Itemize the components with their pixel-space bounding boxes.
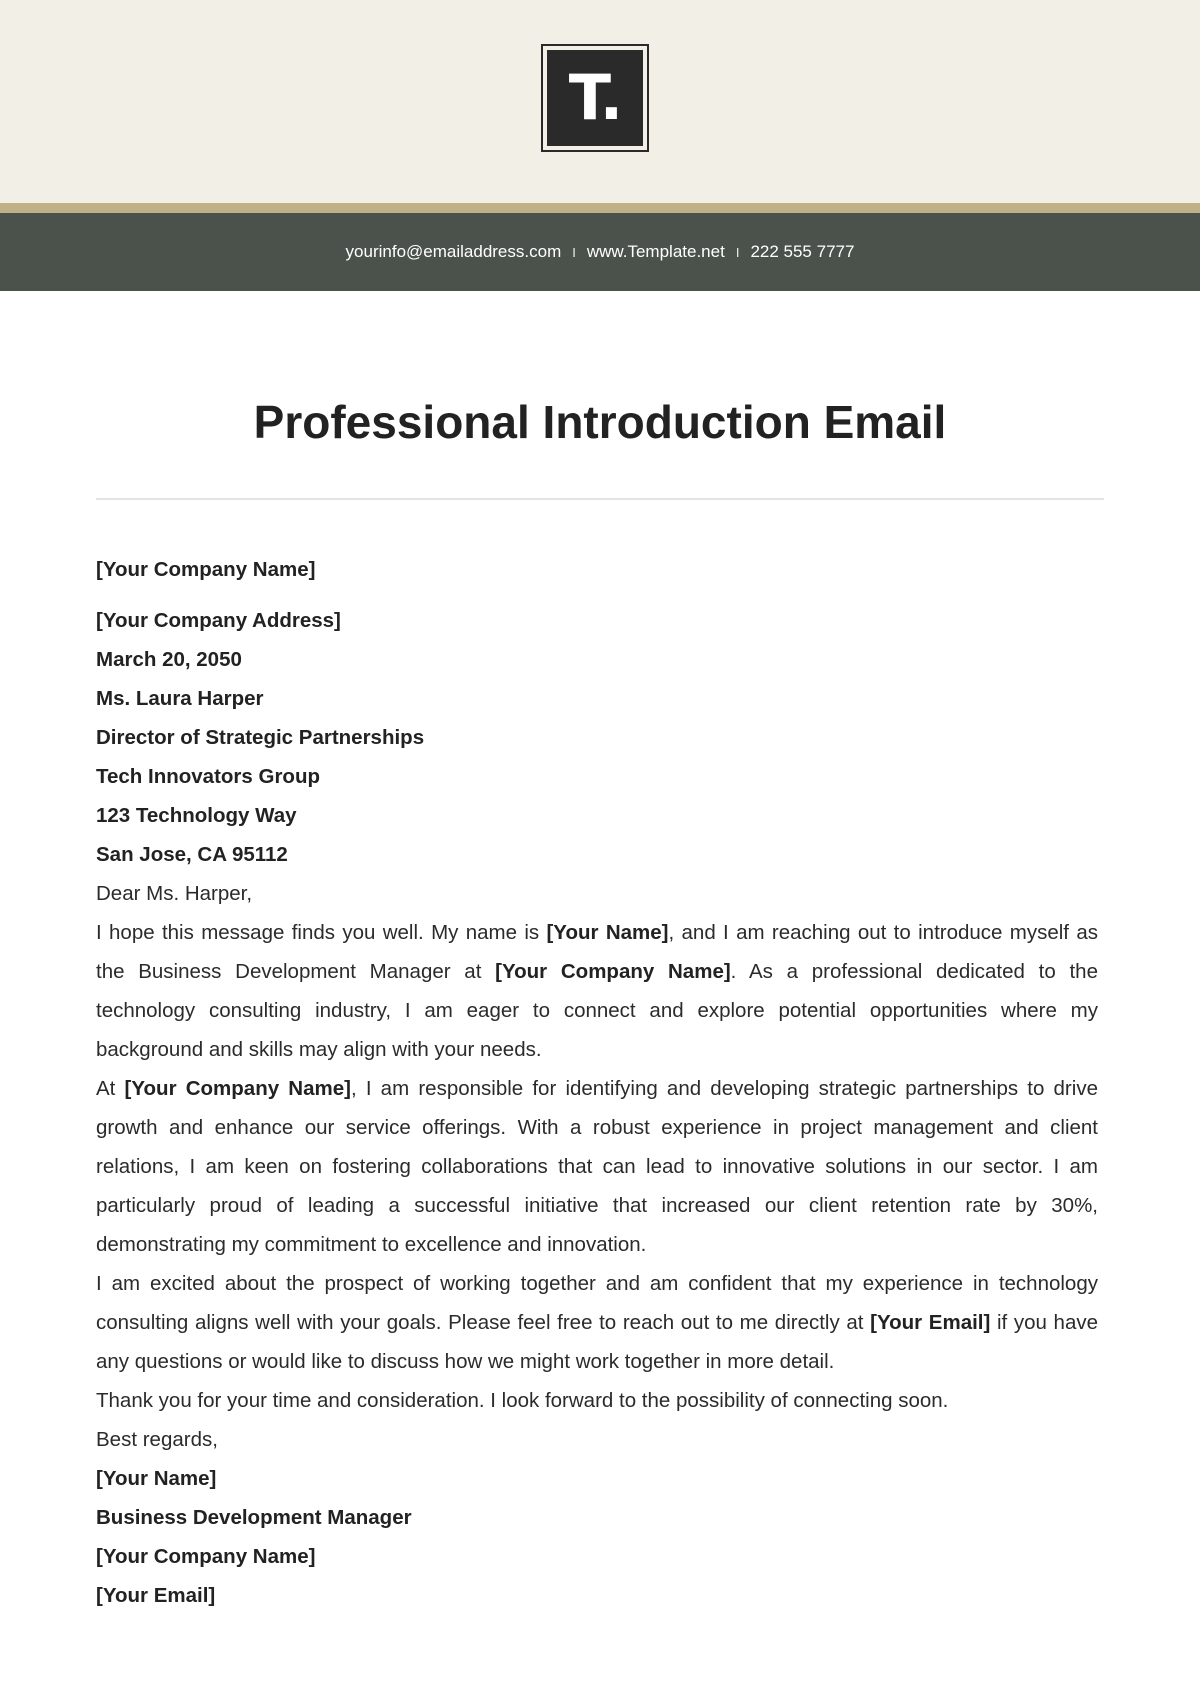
contact-website: www.Template.net bbox=[586, 242, 725, 261]
letter-body bbox=[96, 550, 1098, 1615]
logo-mark bbox=[547, 50, 643, 146]
paragraph-text: At bbox=[96, 1077, 125, 1100]
placeholder-email: [Your Email] bbox=[870, 1311, 991, 1334]
header-band bbox=[0, 0, 1200, 203]
logo bbox=[541, 44, 649, 152]
recipient-city-state-zip: San Jose, CA 95112 bbox=[96, 843, 288, 866]
sender-company-address: [Your Company Address] bbox=[96, 609, 341, 632]
document-title: Professional Introduction Email bbox=[253, 396, 947, 448]
paragraph-text: , and I am reaching out to introduce myself as the Business Development Manager at bbox=[96, 921, 1098, 983]
header-divider-stripe bbox=[0, 203, 1200, 213]
placeholder-company-name: [Your Company Name] bbox=[495, 960, 731, 983]
paragraph-text: if you have any questions or would like to discuss how we might work together in more detail. bbox=[96, 1311, 1099, 1373]
letter-date: March 20, 2050 bbox=[96, 648, 242, 671]
paragraph-thanks: Thank you for your time and consideration. I look forward to the possibility of connecting soon. bbox=[96, 1389, 949, 1412]
signature-email: [Your Email] bbox=[96, 1584, 216, 1607]
salutation: Dear Ms. Harper, bbox=[96, 882, 253, 905]
paragraph-text: I hope this message finds you well. My name is bbox=[96, 921, 547, 944]
signature-name: [Your Name] bbox=[96, 1467, 217, 1490]
title-divider bbox=[96, 498, 1104, 500]
recipient-street: 123 Technology Way bbox=[96, 804, 297, 827]
contact-bar bbox=[0, 213, 1200, 291]
contact-email: yourinfo@emailaddress.com bbox=[345, 242, 562, 261]
paragraph-introduction bbox=[96, 913, 1098, 1069]
recipient-name: Ms. Laura Harper bbox=[96, 687, 264, 710]
placeholder-company-name: [Your Company Name] bbox=[124, 1077, 351, 1100]
paragraph-text: , I am responsible for identifying and developing strategic partnerships to drive growth and enhance our service offerings. With a robust experience in project management and client relations, I am keen on fostering collaborations that can lead to innovative solutions in our sector. I am particularly proud of leading a successful initiative that increased our client retention rate by 30%, demonstrating my commitment to excellence and innovation. bbox=[96, 1077, 1098, 1256]
paragraph-text: I am excited about the prospect of working together and am confident that my experience in technology consulting aligns well with your goals. Please feel free to reach out to me directly at bbox=[96, 1272, 1098, 1334]
recipient-company: Tech Innovators Group bbox=[96, 765, 320, 788]
signature-company: [Your Company Name] bbox=[96, 1545, 316, 1568]
paragraph-contact bbox=[96, 1264, 1098, 1381]
placeholder-your-name: [Your Name] bbox=[546, 921, 669, 944]
contact-separator: I bbox=[572, 244, 576, 260]
recipient-title: Director of Strategic Partnerships bbox=[96, 726, 425, 749]
paragraph-text: . As a professional dedicated to the technology consulting industry, I am eager to connect and explore potential opportunities where my background and skills may align with your needs. bbox=[96, 960, 1098, 1061]
closing: Best regards, bbox=[96, 1428, 218, 1451]
sender-company-name: [Your Company Name] bbox=[96, 558, 316, 581]
paragraph-responsibilities bbox=[96, 1069, 1098, 1264]
signature-title: Business Development Manager bbox=[96, 1506, 412, 1529]
logo-letter: T. bbox=[568, 61, 622, 134]
contact-separator: I bbox=[735, 244, 740, 260]
contact-phone: 222 555 7777 bbox=[750, 242, 855, 261]
